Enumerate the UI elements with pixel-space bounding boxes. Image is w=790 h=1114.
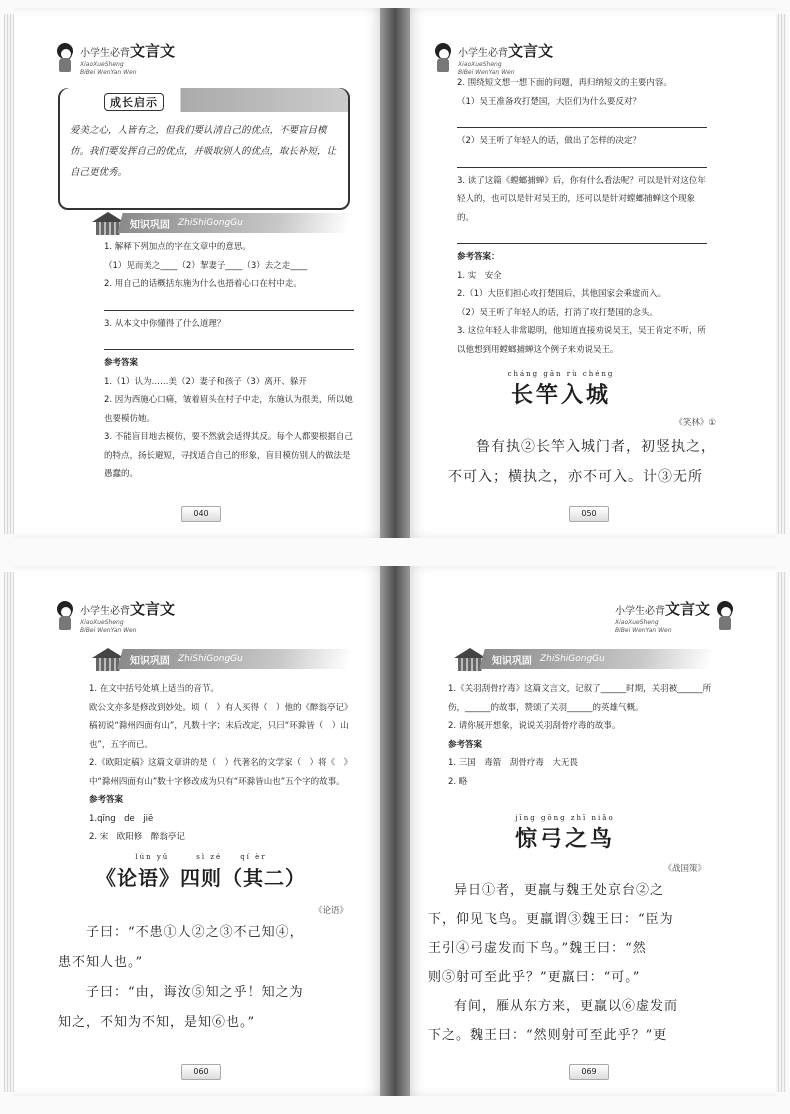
poem-title: 惊弓之鸟 bbox=[514, 826, 615, 852]
page-number-text: 069 bbox=[569, 1064, 609, 1080]
page-069 bbox=[402, 566, 776, 1096]
brand-sub2: BiBei WenYan Wen bbox=[614, 626, 672, 634]
page-header bbox=[611, 598, 736, 634]
answer-label: 参考答案 bbox=[89, 795, 124, 805]
answer-1: 1.qīng de jiē bbox=[89, 813, 154, 824]
question-1: 1. 在文中括号处填上适当的音节。 bbox=[89, 684, 219, 694]
mascot-icon bbox=[432, 43, 454, 73]
growth-text: 爱美之心，人皆有之，但我们要认清自己的优点，不要盲目模仿。我们要发挥自己的优点，并吸取别人的优点，取长补短，让自己更优秀。 bbox=[70, 125, 337, 178]
answer-3: 3. 不能盲目地去模仿，要不然就会适得其反。每个人都要根据自己的特点，扬长避短，寻找适合自己的形象，盲目模仿别人的做法是愚蠢的。 bbox=[104, 432, 353, 479]
page-040 bbox=[14, 8, 388, 538]
exercise-block bbox=[89, 680, 354, 847]
answer-1: 1. 实 安全 bbox=[457, 270, 502, 281]
banner-title: 知识巩固 bbox=[130, 655, 170, 667]
page-header bbox=[54, 40, 179, 76]
brand-prefix: 小学生必背 bbox=[614, 605, 665, 617]
text-line: 下之。魏王曰：“然则射可至此乎？”更 bbox=[428, 1028, 668, 1043]
page-header bbox=[432, 40, 557, 76]
top-spread bbox=[14, 8, 776, 543]
answer-label: 参考答案 bbox=[448, 739, 483, 750]
question-3: 3. 读了这篇《螳螂捕蝉》后，你有什么看法呢？可以是针对这位年轻人的，也可以是针对吴王的，还可以是针对螳螂捕蝉这个现象的。 bbox=[457, 175, 706, 223]
answer-2: 2. 因为西施心口痛，皱着眉头在村子中走，东施认为很美，所以她也要模仿她。 bbox=[104, 395, 353, 424]
brand-sub1: XiaoXueSheng bbox=[80, 618, 124, 626]
answer-2: 2. 略 bbox=[448, 776, 468, 787]
exercise-block bbox=[457, 74, 707, 359]
mascot-icon bbox=[54, 43, 76, 73]
brand-prefix: 小学生必背 bbox=[80, 605, 130, 617]
question-2: 2.《欧阳定稿》这篇文章讲的是（ ）代著名的文学家（ ）将《 》中“滁州四面有山”数十字修改成为只有“环滁皆山也”五个字的故事。 bbox=[89, 758, 353, 787]
answer-line bbox=[457, 229, 707, 244]
answer-label: 参考答案： bbox=[457, 252, 500, 262]
page-number bbox=[569, 506, 609, 522]
answer-label: 参考答案 bbox=[104, 358, 139, 368]
knowledge-banner bbox=[454, 646, 712, 672]
brand-prefix: 小学生必背 bbox=[458, 47, 508, 59]
question-1-items: （1）见而美之____（2）挈妻子____（3）去之走____ bbox=[104, 260, 308, 271]
text-line: 鲁有执②长竿入城门者，初竖执之， bbox=[476, 439, 716, 455]
answer-line bbox=[104, 335, 354, 350]
answer-line bbox=[457, 153, 707, 168]
page-number-text: 050 bbox=[569, 506, 609, 522]
banner-pinyin: ZhiShiGongGu bbox=[178, 654, 243, 664]
brand-main: 文言文 bbox=[508, 41, 554, 60]
answer-1: 1.（1）认为……美（2）妻子和孩子（3）离开、躲开 bbox=[104, 376, 307, 387]
poem-title-block bbox=[14, 852, 388, 891]
exercise-block bbox=[448, 680, 718, 791]
text-line: 知之，不知为不知，是知⑥也。” bbox=[58, 1015, 256, 1030]
text-line: 子曰：“不患①人②之③不己知④， bbox=[86, 925, 304, 940]
growth-box bbox=[58, 88, 350, 210]
poem-source: 《论语》 bbox=[313, 906, 348, 916]
text-line: 患不知人也。” bbox=[58, 955, 144, 970]
text-line: 子曰：“由，诲汝⑤知之乎！知之为 bbox=[86, 985, 304, 1000]
banner-title: 知识巩固 bbox=[492, 655, 532, 667]
mascot-icon bbox=[54, 601, 76, 631]
brand-sub1: XiaoXueSheng bbox=[614, 618, 659, 626]
brand-prefix: 小学生必背 bbox=[80, 47, 130, 59]
text-line: 异日①者，更羸与魏王处京台②之 bbox=[454, 883, 665, 898]
title-pinyin: lún yǔ sì zé qí èr bbox=[135, 853, 267, 861]
answer-3: 3. 这位年轻人非常聪明，他知道直接劝说吴王，吴王肯定不听，所以他想到用螳螂捕蝉这个例子来劝说吴王。 bbox=[457, 326, 706, 355]
banner-title: 知识巩固 bbox=[130, 219, 170, 231]
poem-title: 《论语》四则（其二） bbox=[96, 866, 306, 890]
page-number-text: 040 bbox=[181, 506, 221, 522]
answer-1: 1. 三国 毒箭 刮骨疗毒 大无畏 bbox=[448, 758, 578, 768]
poem-title-block bbox=[402, 814, 752, 853]
brand-main: 文言文 bbox=[130, 599, 176, 618]
title-pinyin: jīng gōng zhī niǎo bbox=[515, 814, 615, 822]
page-number bbox=[181, 1064, 221, 1080]
knowledge-banner bbox=[92, 210, 350, 236]
text-line: 有间，雁从东方来，更羸以⑥虚发而 bbox=[454, 999, 679, 1014]
answer-2a: 2.（1）大臣们担心攻打楚国后，其他国家会乘虚而入。 bbox=[457, 289, 667, 299]
title-pinyin: cháng gān rù chéng bbox=[507, 370, 615, 378]
answer-2b: （2）吴王听了年轻人的话，打消了攻打楚国的念头。 bbox=[457, 307, 658, 318]
question-2a: （1）吴王准备攻打楚国，大臣们为什么要反对？ bbox=[457, 96, 641, 107]
poem-title-block bbox=[402, 370, 748, 409]
book-spine bbox=[380, 8, 410, 538]
knowledge-banner bbox=[92, 646, 350, 672]
brand-logo bbox=[80, 598, 175, 635]
mascot-icon bbox=[714, 601, 736, 631]
poem-source: 《战国策》 bbox=[663, 864, 706, 874]
brand-sub1: XiaoXueSheng bbox=[80, 60, 124, 68]
banner-pinyin: ZhiShiGongGu bbox=[178, 218, 243, 228]
brand-logo bbox=[615, 598, 710, 635]
question-2b: （2）吴王听了年轻人的话，做出了怎样的决定？ bbox=[457, 136, 641, 146]
question-2: 2. 请你展开想象，说说关羽刮骨疗毒的故事。 bbox=[448, 721, 621, 731]
answer-line bbox=[457, 113, 707, 128]
classical-text bbox=[448, 432, 748, 492]
book-spine bbox=[380, 566, 410, 1096]
banner-pinyin: ZhiShiGongGu bbox=[540, 654, 605, 664]
page-number-text: 060 bbox=[181, 1064, 221, 1080]
brand-sub2: BiBei WenYan Wen bbox=[80, 626, 137, 634]
brand-sub1: XiaoXueSheng bbox=[458, 60, 502, 68]
question-1: 1.《关羽刮骨疗毒》这篇文言文，记叙了______时期，关羽被______所伤，______的故事，赞颂了关羽______的英雄气概。 bbox=[448, 684, 712, 713]
brand-logo bbox=[458, 40, 553, 77]
text-line: 则⑤射可至此乎？”更羸曰：“可。” bbox=[428, 970, 641, 985]
page-number bbox=[569, 1064, 609, 1080]
brand-sub2: BiBei WenYan Wen bbox=[80, 68, 137, 76]
text-line: 下，仰见飞鸟。更羸谓③魏王曰：“臣为 bbox=[428, 912, 674, 927]
question-2: 2. 用自己的话概括东施为什么也捂着心口在村中走。 bbox=[104, 279, 302, 289]
text-line: 不可入；横执之，亦不可入。计③无所 bbox=[448, 469, 703, 485]
page-060 bbox=[14, 566, 388, 1096]
page-number bbox=[181, 506, 221, 522]
classical-text bbox=[428, 876, 746, 1050]
classical-text bbox=[58, 918, 368, 1038]
page-header bbox=[54, 598, 179, 634]
answer-2: 2. 宋 欧阳修 醉翁亭记 bbox=[89, 832, 185, 842]
question-3: 3. 从本文中你懂得了什么道理？ bbox=[104, 318, 226, 329]
poem-source: 《笑林》① bbox=[674, 418, 716, 428]
brand-main: 文言文 bbox=[664, 599, 710, 618]
brand-logo bbox=[80, 40, 175, 77]
answer-line bbox=[104, 296, 354, 311]
poem-title: 长竿入城 bbox=[510, 382, 611, 408]
brand-main: 文言文 bbox=[130, 41, 176, 60]
bottom-spread bbox=[14, 566, 776, 1101]
page-050 bbox=[402, 8, 776, 538]
text-line: 王引④弓虚发而下鸟。”魏王曰：“然 bbox=[428, 941, 647, 956]
growth-label: 成长启示 bbox=[104, 93, 164, 111]
question-1-text: 欧公文亦多是修改到妙处。顷（ ）有人买得（ ）他的《醉翁亭记》稿初说“滁州四面有山”，凡数十字；末后改定，只曰“环滁皆（ ）山也”，五字而已。 bbox=[89, 702, 353, 750]
question-2: 2. 围绕短文想一想下面的问题，再归纳短文的主要内容。 bbox=[457, 78, 672, 88]
question-1: 1. 解释下列加点的字在文章中的意思。 bbox=[104, 242, 251, 252]
exercise-block bbox=[104, 238, 354, 484]
brand-sub2: BiBei WenYan Wen bbox=[458, 68, 515, 76]
